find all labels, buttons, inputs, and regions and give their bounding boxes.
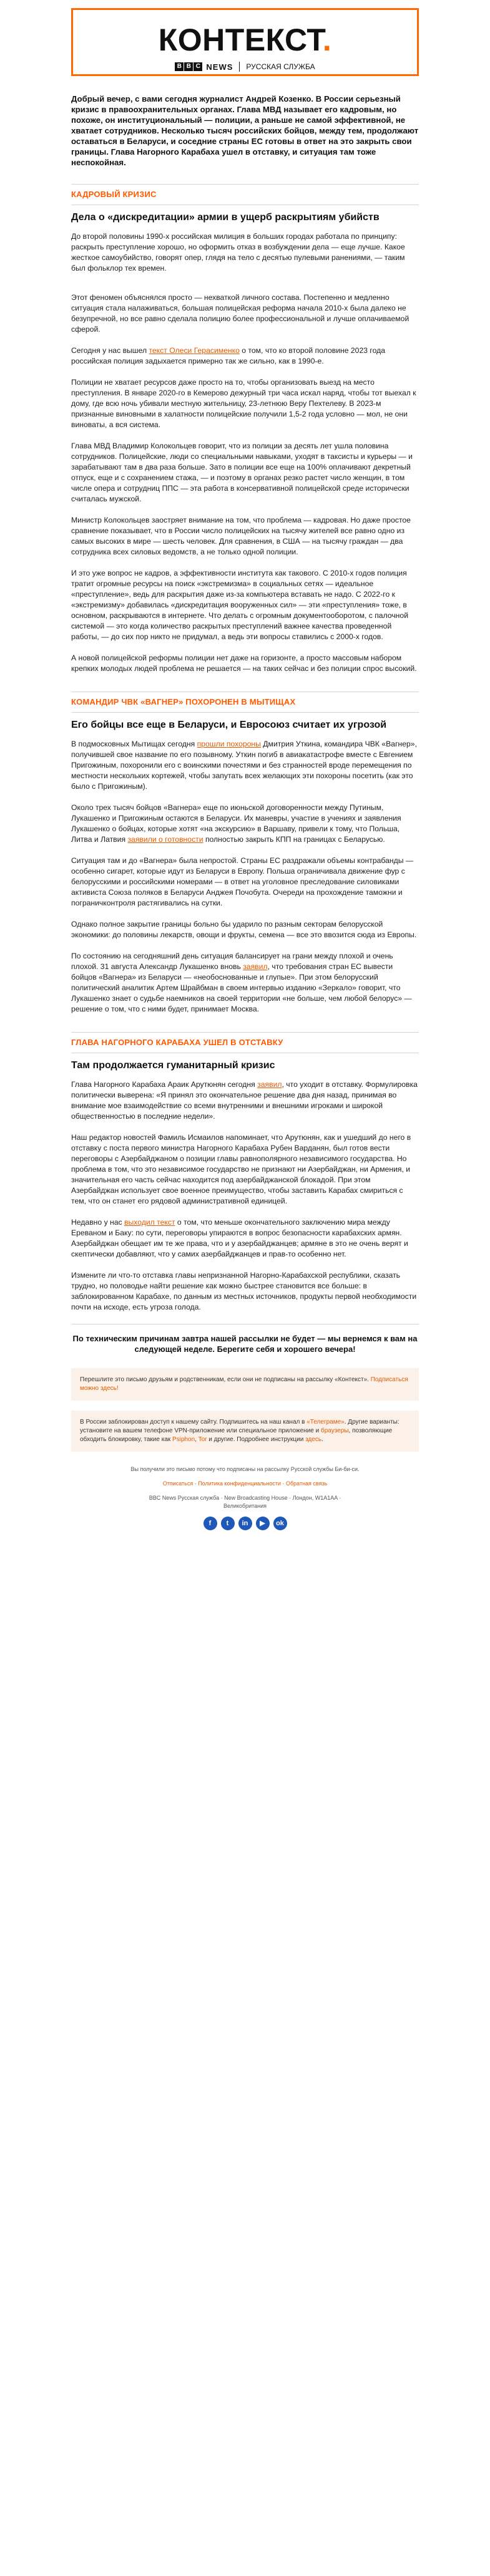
subscribe-link[interactable]: Подписаться можно здесь! [80,1376,408,1392]
feedback-link[interactable]: Обратная связь [285,1480,328,1487]
paragraph: Ситуация там и до «Вагнера» была непростой. Страны ЕС раздражали объемы контрабанды — особенно сигарет, которые идут из Беларуси в Европу. Польша ограничивала движение фур с белорусскими и российскими номерами — в ответ на уголовное преследование силовиками активиста Союза поляков в Беларуси Анджея Почобута. Очереди на прохождение таможни и пограничконтроля растягивались на сутки. [71,856,414,907]
paragraph: В подмосковных Мытищах сегодня прошли похороны Дмитрия Уткина, командира ЧВК «Вагнер», получившей свое название по его позывному. Уткин погиб в авиакатастрофе вместе с Евгением Пригожиным, похоронили его с воинскими почестями и без странностей вроде перемещения по местности нескольких кортежей, чтобы запутать всех желающих эти похороны посетить (как это было с Пригожиным). [71,740,417,791]
bbc-russian-brand [73,62,417,72]
instagram-icon[interactable]: in [238,1517,252,1530]
paragraph: Измените ли что-то отставка главы непризнанной Нагорно-Карабахской республики, сказать трудно, но половодье найти решение как можно быстрее становится все больше: в заблокированном Карабахе, по данным из местных источников, продукты первой необходимости почти на исходе, есть угроза голода. [71,1271,417,1311]
paragraph: Наш редактор новостей Фамиль Исмаилов напоминает, что Арутюнян, как и ушедший до него в отставку с поста первого министра Нагорного Карабаха Рубен Варданян, был готов вести переговоры с Азербайджаном о позиции главы равнополярного независимого государства. Но проблема в том, что это независимое государство не признают ни Азербайджан, ни Армения, и значительная его часть сейчас находится под азербайджанской блокадой. При этом Азербайджан использует свое военное преимущество, чтобы заставить Карабах смириться с тем, что он станет его рядовой административной единицей. [71,1133,411,1205]
lukashenko-statement-link[interactable]: заявил [243,962,268,971]
footer-line: Вы получили это письмо потому что подписаны на рассылку Русской службы Би-би-си. [130,1466,360,1472]
tor-link[interactable]: Tor [198,1436,207,1443]
paragraph: Полиции не хватает ресурсов даже просто на то, чтобы организовать выезд на место преступления. В январе 2020-го в Кемерово дежурный три часа искал наряд, чтобы тот выехал к дому, где всю ночь убивали местную жительницу, 23-летнюю Веру Пехтелеву. В 2023-м признанные виновными в халатности полицейские получили 1,5-2 года условно — мол, не они виноваты, а вся система. [71,378,416,429]
paragraph: А новой полицейской реформы полиции нет даже на горизонте, а просто массовым набором крепких молодых людей проблема не решается — на таких сейчас и без полиции спрос высокий. [71,654,417,673]
section-label-wagner: КОМАНДИР ЧВК «ВАГНЕР» ПОХОРОНЕН В МЫТИЩАХ [71,692,419,713]
bbc-logo: B B C [175,62,202,71]
social-links [0,1517,490,1530]
forward-note: Перешлите это письмо друзьям и родственникам, если они не подписаны на рассылку «Контекст». Подписаться можно здесь! [71,1368,419,1401]
funeral-link[interactable]: прошли похороны [197,740,261,748]
paragraph: Министр Колокольцев заостряет внимание на том, что проблема — кадровая. Но даже простое сравнение показывает, что в России число полицейских на тысячу жителей все равно одно из самых высоких в мире — шесть человек. Для сравнения, в США — на тысячу граждан — два сотрудника всех силовых ведомств, а не только одной полиции. [71,516,411,556]
paragraph: Недавно у нас выходил текст о том, что меньше окончательного заключению мира между Ереваном и Баку: по сути, переговоры упираются в вопрос безопасности карабахских армян. Азербайджан обещает им те же права, что и у азербайджанцев; армяне в это не очень верят и скептически добавляют, что у самих азербайджанцев и прав-то особенно нет. [71,1218,408,1258]
odnoklassniki-icon[interactable]: ok [273,1517,287,1530]
newsletter [0,8,490,1549]
paragraph: Глава МВД Владимир Колокольцев говорит, что из полиции за десять лет ушла половина сотрудников. Полицейские, люди со специальными навыками, уходят в таксисты и курьеры — и зарабатывают там в два раза больше. Зато в полиции все еще на 100% оплачивают декретный отпуск, еще и с сохранением стажа, — и поэтому в органах резко растет число женщин, в том числе опера и сотрудниц ППС — эта работа в консервативной полицейской среде исторически считалась мужской. [71,441,413,503]
paragraph: Около трех тысяч бойцов «Вагнера» еще по июньской договоренности между Путиным, Лукашенко и Пригожиным остаются в Беларуси. Их маневры, участие в учениях и заявления Лукашенко о бойцах, которые хотят «на экскурсию» в Варшаву, привели к тому, что Польша, Литва и Латвия заявили о готовности полностью закрыть КПП на границах с Беларусью. [71,803,401,844]
story-title-wagner: Его бойцы все еще в Беларуси, и Евросоюз считает их угрозой [71,720,387,730]
instructions-link[interactable]: здесь [305,1436,322,1443]
news-word: NEWS [206,62,233,72]
section-label-karabakh: ГЛАВА НАГОРНОГО КАРАБАХА УШЕЛ В ОТСТАВКУ [71,1032,419,1053]
unsubscribe-link[interactable]: Отписаться [162,1480,194,1487]
paragraph: Однако полное закрытие границы больно бы ударило по разным секторам белорусской экономики: до половины лекарств, овощи и фрукты, семена — все это ввозится сюда из Европы. [71,920,417,939]
youtube-icon[interactable]: ▶ [256,1517,270,1530]
psiphon-link[interactable]: Psiphon [172,1436,195,1443]
paragraph: До второй половины 1990-х российская милиция в больших городах работала по принципу: раскрыть преступление хорошо, но оформить отказ в возбуждении дела — еще лучше. Какое жесткое самоубийство, говорят опер, глядя на тело с десятью пулевыми ранениями, — таким был фольклор тех времен. [71,232,405,273]
story-title-police: Дела о «дискредитации» армии в ущерб раскрытиям убийств [71,212,380,223]
access-note: В России заблокирован доступ к нашему сайту. Подпишитесь на наш канал в «Телеграме». Другие варианты: установите на вашем телефоне VPN-приложение или специальное приложение и браузеры, позволяющие обходить блокировку, такие как Psiphon, Tor и другие. Подробнее инструкции здесь. [71,1411,419,1452]
twitter-icon[interactable]: t [221,1517,235,1530]
paragraph: И это уже вопрос не кадров, а эффективности института как такового. С 2010-х годов полиция тратит огромные ресурсы на поиск «экстремизма» в социальных сетях — идеальное «преступление», ведь для раскрытия даже из-за компьютера вставать не надо. С 2022-го к «экстремизму» добавилась «дискредитация вооруженных сил» — эти «преступления» тоже, в основном, раскрываются в интернете. Что делать с огромным документооборотом, с палочной системой — это когда количество раскрытых преступлений важнее качества проведенной работы, — до сих пор никто не придумал, а ведь эти вопросы ставились с 2000-х годов. [71,569,409,641]
paragraph: Этот феномен объяснялся просто — нехваткой личного состава. Постепенно и медленно ситуация стала налаживаться, большая полицейская реформа начала 2010-х была далеко не безупречной, но все равно сделала полицию более профессиональной и лучше оплачиваемой сферой. [71,293,409,334]
paragraph: По состоянию на сегодняшний день ситуация балансирует на грани между плохой и очень плохой. 31 августа Александр Лукашенко вновь заявил, что требования стран ЕС вывести бойцов «Вагнера» из Беларуси — «необоснованные и глупые». При этом белорусский политический аналитик Артем Шрайбман в своем интервью изданию «Зеркало» говорит, что Лукашенко знает о судьбе наемников на своей территории «не больше, чем любой белорус» — решение о том, что с ними будет, принимает Москва. [71,952,412,1013]
story-title-karabakh: Там продолжается гуманитарный кризис [71,1060,275,1071]
closing-message: По техническим причинам завтра нашей рассылки не будет — мы вернемся к вам на следующей неделе. Берегите себя и хорошего вечера! [72,1334,418,1354]
brand-divider [239,62,240,72]
kontekst-logo: КОНТЕКСТ. [158,22,332,57]
intro-text: Добрый вечер, с вами сегодня журналист Андрей Козенко. В России серьезный кризис в правоохранительных органах. Глава МВД называет его кадровым, но похоже, он институциональный — полиции, а раньше не самой эффективной, не хватает сотрудников. Несколько тысяч российских бойцов, между тем, продолжают оставаться в Беларуси, и соседние страны ЕС готовы в ответ на это закрыть свои границы. Глава Нагорного Карабаха ушел в отставку, и ситуация там тоже неспокойная. [71,94,419,167]
privacy-link[interactable]: Политика конфиденциальности [198,1480,281,1487]
browsers-link[interactable]: браузеры [321,1427,349,1434]
gerasimenko-article-link[interactable]: текст Олеси Герасименко [149,346,240,355]
footer-links: Отписаться · Политика конфиденциальности · Обратная связь [162,1480,328,1487]
facebook-icon[interactable]: f [203,1517,217,1530]
border-closure-link[interactable]: заявили о готовности [127,835,203,844]
peace-article-link[interactable]: выходил текст [124,1218,175,1227]
footer-address: BBC News Русская служба · New Broadcasting House · Лондон, W1A1AA · Великобритания [149,1495,341,1509]
resignation-link[interactable]: заявил [257,1080,282,1089]
paragraph: Глава Нагорного Карабаха Араик Арутюнян сегодня заявил, что уходит в отставку. Формулировка политически выверена: «Я принял это окончательное решение два дня назад, принимая во внимание мое взаимодействие со всеми внутренними и внешними игроками и широкой общественностью в последние недели». [71,1080,418,1121]
telegram-link[interactable]: «Телеграме» [306,1419,345,1425]
masthead [71,8,419,76]
service-name: РУССКАЯ СЛУЖБА [246,62,315,71]
section-label-police: КАДРОВЫЙ КРИЗИС [71,184,419,205]
paragraph: Сегодня у нас вышел текст Олеси Герасименко о том, что ко второй половине 2023 года российская полиция задыхается примерно так же сильно, как в 1990-е. [71,346,385,365]
